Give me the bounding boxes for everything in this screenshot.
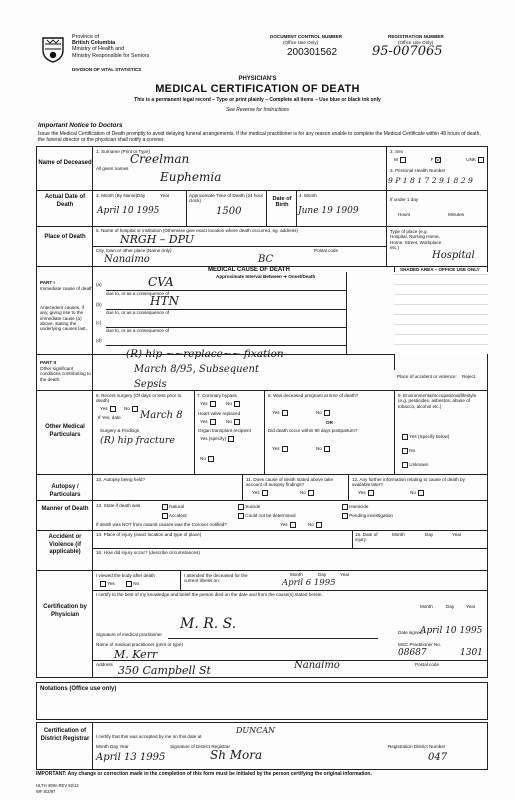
- manner-undetermined[interactable]: Could not be determined: [236, 513, 296, 519]
- q8-yes[interactable]: Yes: [272, 410, 288, 416]
- attended-year-label: Year: [340, 572, 350, 577]
- form-owner: PHYSICIAN'S: [238, 76, 277, 82]
- sex-option-unk[interactable]: UNK: [466, 157, 484, 163]
- antecedent-desc: Antecedent causes, if any, giving rise to the immediate cause (a) above, stating the underlying causes last.: [40, 305, 87, 332]
- q6-label: 6. Recent surgery (Of days or less prior to death): [96, 393, 182, 404]
- q9-label: 9. Environmental/occupational/lifestyle (e.g. pesticides, asbestos, abuse of tobacco, alcohol etc.): [398, 393, 477, 409]
- part1-label: PART I: [40, 280, 55, 285]
- notations-label: Notations (Office use only): [40, 686, 117, 692]
- q7-valve-label: Heart valve replaced: [198, 411, 241, 416]
- registrar-signature[interactable]: Sh Mora: [210, 748, 263, 762]
- province-line-2: British Columbia: [72, 40, 116, 47]
- viewed-yes[interactable]: Yes: [98, 581, 115, 587]
- sex-option-m[interactable]: M: [394, 157, 406, 163]
- registrar-place[interactable]: DUNCAN: [236, 726, 276, 735]
- division-label: DIVISION OF VITAL STATISTICS: [72, 67, 142, 72]
- province-value[interactable]: BC: [258, 254, 274, 265]
- practitioner-name-label: Name of medical practitioner (print or type): [96, 642, 184, 647]
- date-signed-value[interactable]: April 10 1995: [420, 626, 483, 636]
- q14-label: 14. Place of injury (exact location and type of place): [96, 532, 202, 537]
- q8-90-label: Did death occur within 90 days postpartum?: [268, 428, 358, 433]
- q9-yes[interactable]: Yes (Specify below): [400, 434, 449, 440]
- q7-no[interactable]: No: [226, 401, 240, 407]
- bc-crest-icon: [38, 34, 68, 64]
- time-signed-value[interactable]: 1301: [460, 648, 483, 658]
- city-label: City, town or other place (Name only): [96, 248, 172, 253]
- q7-label: 7. Coronary bypass: [197, 393, 237, 398]
- cause-line-c-letter: (c): [96, 320, 102, 325]
- q7-yes[interactable]: Yes: [200, 401, 216, 407]
- registrar-label: Certification of District Registrar: [40, 728, 90, 742]
- certify-statement: I certify to the best of my knowledge and belief the person died on the date and from the cause(s) stated herein.: [96, 592, 323, 597]
- practitioner-name-value[interactable]: M. Kerr: [114, 648, 158, 661]
- part1-desc: Immediate cause of death: [40, 286, 93, 291]
- date-of-birth-label: Date of Birth: [272, 196, 292, 208]
- cause-line-a-due: due to, or as a consequence of: [106, 291, 170, 296]
- q8-90-yes[interactable]: Yes: [272, 446, 288, 452]
- phn-label: 3. Personal Health Number: [390, 168, 446, 173]
- q15-year: Year: [452, 532, 462, 537]
- autopsy-label: Autopsy / Particulars: [49, 484, 81, 498]
- cause-line-b-due: due to, or as a consequence of: [106, 310, 170, 315]
- q6-findings-value[interactable]: (R) hip fracture: [100, 435, 175, 446]
- name-of-deceased-label: Name of Deceased: [38, 160, 92, 166]
- date-of-birth-value[interactable]: June 19 1909: [298, 206, 359, 216]
- reg-number-value: 95-007065: [372, 44, 443, 59]
- q16-label: 16. How did injury occur? (describe circumstances): [96, 550, 200, 555]
- type-of-place-value[interactable]: Hospital: [432, 250, 475, 261]
- interval-label: Approximate Interval Between ➜ Onset/Death: [216, 274, 316, 279]
- hospital-label: 5. Name of hospital or institution (Otherwise give exact location where death occurred, eg. address): [96, 228, 298, 233]
- attended-day-label: Day: [318, 572, 327, 577]
- place-of-death-label: Place of Death: [44, 234, 86, 240]
- doc-control-label: DOCUMENT CONTROL NUMBER: [270, 34, 342, 39]
- part2-desc: Other significant conditions contributing to the death.: [40, 366, 91, 382]
- q9-no[interactable]: No: [400, 448, 415, 454]
- cause-line-b-value[interactable]: HTN: [150, 294, 179, 308]
- q6-no[interactable]: No: [124, 406, 138, 412]
- hospital-value[interactable]: NRGH – DPU: [120, 233, 195, 246]
- surname-label: 1. Surname (Print or Type): [96, 149, 151, 154]
- certification-label: Certification by Physician: [43, 604, 87, 618]
- district-number-value[interactable]: 047: [428, 752, 448, 763]
- death-day-label: Day: [137, 193, 146, 198]
- q12-label: 12. Any further information relating to cause of death by available later?: [352, 477, 465, 488]
- cause-line-b-letter: (b): [96, 302, 102, 307]
- type-of-place-label: Type of place (e.g. Hospital, Nursing Home, Home, Street, Workplace etc.): [390, 229, 442, 250]
- q8-label: 8. Was deceased pregnant at time of death?: [268, 393, 359, 398]
- sex-label: 2. Sex: [390, 149, 404, 154]
- cause-line-a-letter: (a): [96, 282, 102, 287]
- given-names-label: All given names: [96, 166, 129, 171]
- q12-yes[interactable]: Yes: [358, 490, 374, 496]
- part2-label: PART II: [40, 360, 56, 365]
- death-date-value[interactable]: April 10 1995: [97, 206, 160, 216]
- district-number-label: Registration District Number: [388, 744, 446, 749]
- date-signed-month: Month: [420, 604, 433, 609]
- hours-label: Hours: [398, 212, 411, 217]
- sex-options: [394, 157, 484, 163]
- q9-unknown[interactable]: Unknown: [400, 462, 428, 468]
- viewed-no[interactable]: No: [124, 581, 139, 587]
- permanent-record-note: This is a permanent legal record – Type or print plainly – Complete all items – Use blue or black ink only: [134, 97, 381, 103]
- q7-valve-no[interactable]: No: [226, 419, 240, 425]
- msc-value[interactable]: 08687: [398, 648, 427, 658]
- cause-title: MEDICAL CAUSE OF DEATH: [208, 267, 290, 273]
- time-of-death-label: Approximate Time of Death (24 hour clock): [189, 193, 264, 204]
- minutes-label: Minutes: [448, 212, 465, 217]
- form-title: MEDICAL CERTIFICATION OF DEATH: [155, 83, 360, 95]
- q11-yes[interactable]: Yes: [252, 490, 268, 496]
- address-value[interactable]: 350 Campbell St: [118, 664, 211, 677]
- office-shaded-area: [394, 272, 488, 354]
- death-month-label: 3. Month (By Name): [96, 193, 138, 198]
- postal-code-label: Postal code: [314, 248, 339, 253]
- manner-homicide[interactable]: Homicide: [340, 504, 368, 510]
- q13-label: 13. State if death was: [96, 503, 141, 508]
- registrar-signature-label: Signature of District Registrar: [170, 744, 230, 749]
- q11-label: 11. Does cause of death stated above take account of autopsy findings?: [246, 477, 334, 488]
- q8-or: OR: [326, 420, 333, 425]
- date-signed-label: Date signed: [398, 630, 423, 635]
- manner-accident[interactable]: Accident: [160, 513, 187, 519]
- coroner-yes[interactable]: Yes: [280, 522, 296, 528]
- surname-value[interactable]: Creelman: [130, 152, 190, 166]
- address-label: Address: [96, 662, 113, 667]
- coroner-no[interactable]: No: [308, 522, 322, 528]
- reject-label: Reject.: [462, 374, 477, 379]
- q6-date-label: If Yes, date: [98, 415, 121, 420]
- cause-line-d-letter: (d): [96, 338, 102, 343]
- actual-date-of-death-label: Actual Date of Death: [44, 194, 86, 208]
- date-signed-year: Year: [466, 604, 476, 609]
- notice-text: Issue the Medical Certification of Death promptly to avoid delaying funeral arrangements. If the medical practitioner is for any reason unable to complete the Medical Certificate within 48 hours of death, the funeral director or the physician shall notify a coroner.: [38, 131, 481, 143]
- q6-findings-label: Surgery & Findings: [100, 428, 140, 433]
- msc-label: MSC Practitioner No.: [398, 642, 442, 647]
- phn-value[interactable]: 9 P 1 8 1 7 2 9 1 8 2 9: [388, 176, 473, 185]
- cause-line-c-due: due to, or as a consequence of: [106, 328, 170, 333]
- coroner-notified-label: If death was NOT from natural causes was the Coroner notified?: [96, 522, 227, 527]
- accident-label: Accident or Violence (if applicable): [48, 534, 82, 555]
- notice-title: Important Notice to Doctors: [38, 122, 123, 129]
- manner-of-death-label: Manner of Death: [41, 506, 89, 512]
- q8-90-no[interactable]: No: [316, 446, 330, 452]
- q7-organ-label: Organ transplant recipient: [198, 428, 251, 433]
- form-code-1: HLTH 408A REV 92/12: [36, 783, 79, 788]
- cert-postal-label: Postal code: [415, 662, 440, 667]
- see-reverse-note: See Reverse for Instructions: [225, 107, 290, 113]
- given-names-value[interactable]: Euphemia: [160, 170, 222, 184]
- registrar-date-label: Month Day Year: [96, 744, 129, 749]
- under-one-day-label: If under 1 day: [390, 197, 419, 202]
- dob-month-label: 4. Month: [299, 193, 317, 198]
- other-medical-label: Other Medical Particulars: [45, 424, 85, 438]
- registrar-certify: I certify that this was accepted by me on this date at: [96, 734, 202, 739]
- q11-no[interactable]: No: [300, 490, 314, 496]
- date-signed-day: Day: [446, 604, 455, 609]
- sex-option-f[interactable]: F: [431, 157, 442, 163]
- signature-label: Signature of medical practitioner: [96, 632, 162, 637]
- province-heading: [72, 34, 192, 59]
- death-year-label: Year: [160, 193, 170, 198]
- q8-no[interactable]: No: [316, 410, 330, 416]
- cause-line-a-value[interactable]: CVA: [148, 275, 174, 289]
- important-footer: IMPORTANT: Any change or correction made in the completion of this form must be initialed by the person certifying the original information.: [36, 771, 372, 777]
- q7-organ-no[interactable]: No: [200, 456, 214, 462]
- reg-number-label: REGISTRATION NUMBER: [388, 34, 444, 39]
- province-line-1: Province of: [72, 34, 99, 40]
- q7-organ-yes[interactable]: Yes (specify): [200, 436, 234, 442]
- form-code-2: WF 8/2/97: [36, 789, 56, 794]
- physician-signature[interactable]: M. R. S.: [180, 616, 237, 632]
- q10-label: 10. Autopsy being held?: [96, 477, 146, 482]
- manner-pending[interactable]: Pending investigation: [340, 513, 393, 519]
- attended-label: I attended the deceased for the current illness on:: [184, 573, 248, 584]
- part2-value-line-3[interactable]: Sepsis: [134, 379, 167, 390]
- shaded-area-label: SHADED AREA – OFFICE USE ONLY: [400, 267, 480, 272]
- doc-control-sub: (Office Use Only): [283, 40, 319, 45]
- part2-value-line-2[interactable]: March 8/95, Subsequent: [134, 364, 259, 375]
- province-line-3: Ministry of Health and: [72, 46, 125, 53]
- doc-control-number: 200301562: [287, 47, 338, 58]
- attended-date-value[interactable]: April 6 1995: [282, 578, 336, 588]
- viewed-body-label: I viewed the body after death: [96, 573, 155, 578]
- q6-date-value[interactable]: March 8: [140, 410, 183, 421]
- q15-day: Day: [425, 532, 434, 537]
- place-of-accident-label: Place of accident or violence:: [397, 374, 457, 379]
- city-value[interactable]: Nanaimo: [104, 254, 150, 265]
- reg-number-sub: (Office Use Only): [398, 40, 434, 45]
- q15-label: 15. Date of injury: [355, 532, 378, 543]
- part2-value-line-1[interactable]: (R) hip ~~replace~~ fixation: [126, 348, 284, 360]
- attended-month-label: Month: [290, 572, 303, 577]
- manner-natural[interactable]: Natural: [160, 504, 184, 510]
- registrar-date-value[interactable]: April 13 1995: [96, 752, 166, 763]
- province-line-4: Ministry Responsible for Seniors: [72, 52, 150, 59]
- q12-no[interactable]: No: [410, 490, 424, 496]
- time-of-death-value[interactable]: 1500: [216, 206, 242, 217]
- manner-suicide[interactable]: Suicide: [236, 504, 260, 510]
- q7-valve-yes[interactable]: Yes: [200, 419, 216, 425]
- q6-yes[interactable]: Yes: [100, 406, 116, 412]
- q15-month: Month: [392, 532, 405, 537]
- address-city-value[interactable]: Nanaimo: [294, 660, 340, 671]
